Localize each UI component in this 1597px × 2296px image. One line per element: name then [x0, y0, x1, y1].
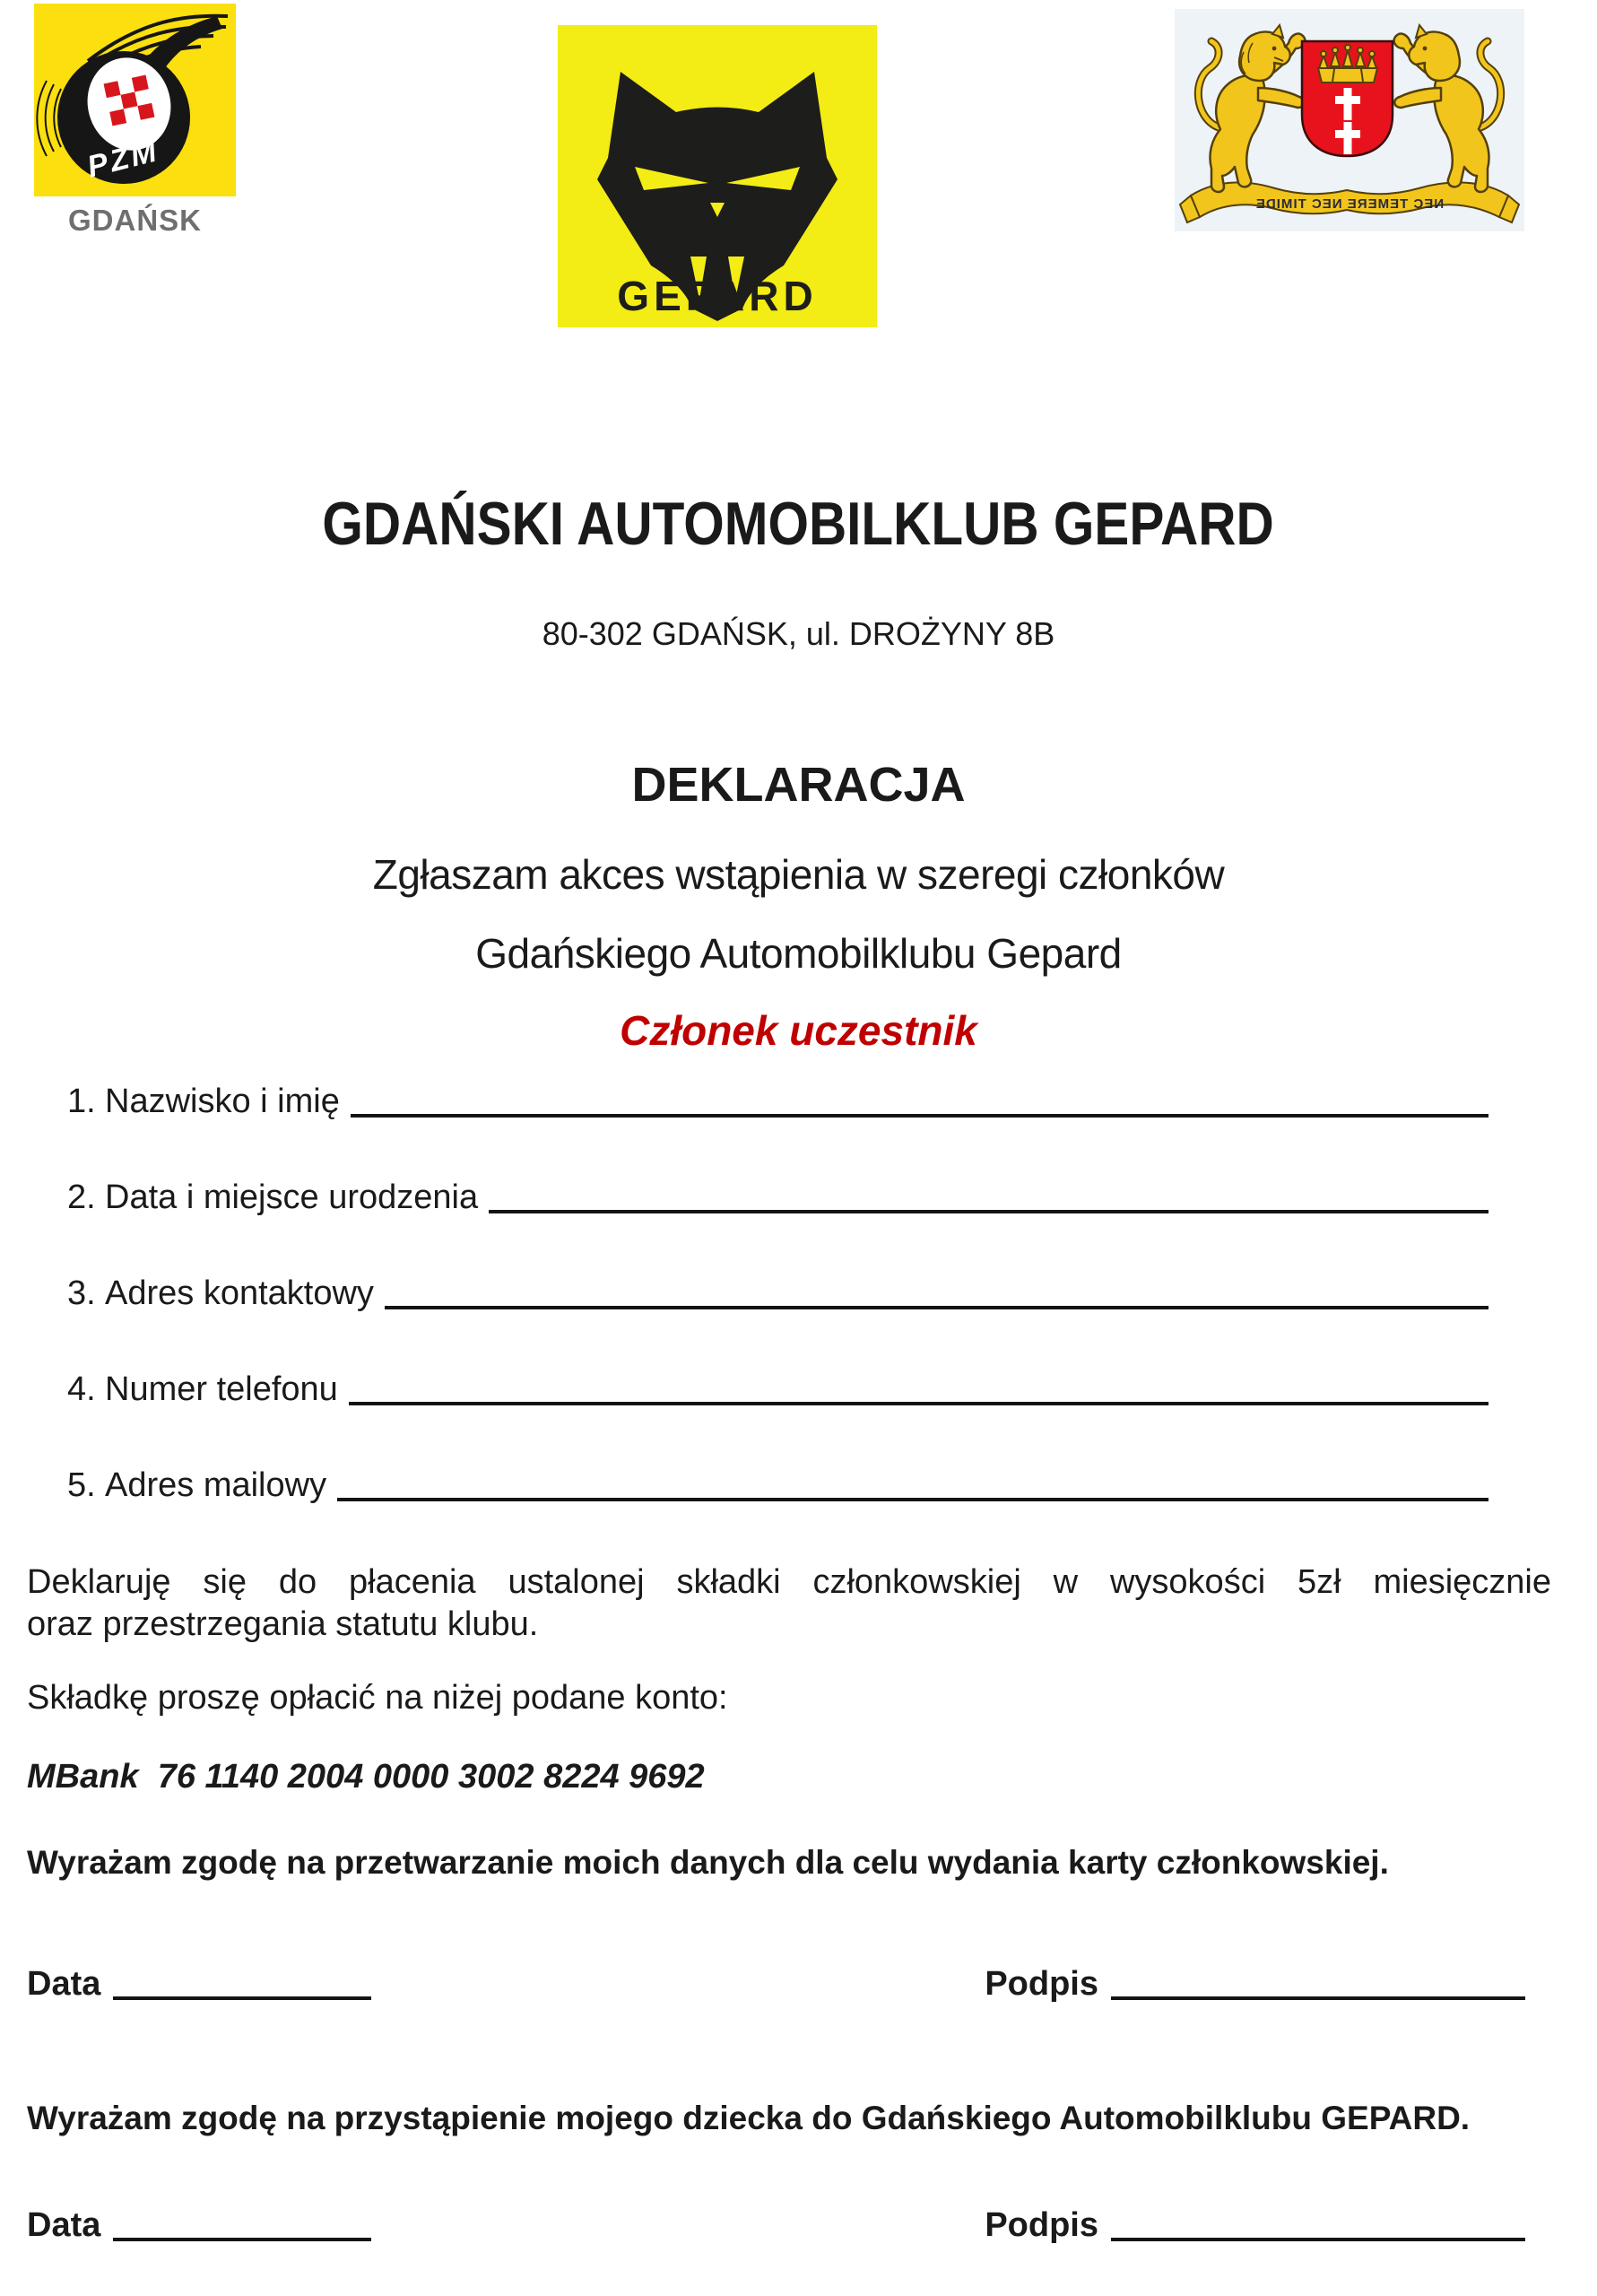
address-fill-line: [385, 1306, 1489, 1309]
field-label: Numer telefonu: [105, 1370, 338, 1408]
field-row-address: [27, 1274, 1570, 1313]
declaration-intro-line2: Gdańskiego Automobilklubu Gepard: [475, 930, 1122, 977]
date-label: Data: [27, 2206, 101, 2244]
signature-row-2: [27, 2205, 1570, 2245]
field-number: 4.: [67, 1370, 96, 1408]
field-row-name: [27, 1082, 1570, 1121]
gepard-wordmark: GEPARD: [617, 273, 818, 319]
field-label: Nazwisko i imię: [105, 1083, 340, 1120]
name-fill-line: [351, 1114, 1489, 1118]
consent-child: Wyrażam zgodę na przystąpienie mojego dziecka do Gdańskiego Automobilklubu GEPARD.: [27, 2100, 1471, 2136]
field-label: Adres kontaktowy: [105, 1274, 374, 1312]
gdansk-coat-of-arms: [1175, 9, 1524, 240]
club-address: 80-302 GDAŃSK, ul. DROŻYNY 8B: [542, 615, 1055, 652]
email-fill-line: [337, 1498, 1489, 1501]
birth-fill-line: [489, 1210, 1489, 1213]
signature-fill-line: [1111, 1996, 1525, 2000]
bank-account-number: MBank 76 1140 2004 0000 3002 8224 9692: [27, 1758, 705, 1796]
declaration-heading: DEKLARACJA: [631, 758, 966, 812]
form-fields: [27, 1082, 1570, 1505]
field-row-phone: [27, 1370, 1570, 1409]
page-title: [27, 491, 1570, 556]
fee-paragraph-line2: oraz przestrzegania statutu klubu.: [27, 1605, 539, 1643]
date-fill-line: [113, 1996, 371, 2000]
fee-paragraph-line1: Deklaruję się do płacenia ustalonej składki członkowskiej w wysokości 5zł miesięcznie: [27, 1563, 1551, 1601]
logo-header: [27, 0, 1570, 341]
club-name-text: GDAŃSKI AUTOMOBILKLUB GEPARD: [322, 490, 1275, 558]
date-label: Data: [27, 1965, 101, 2003]
crest-motto: NEC TEMERE NEC TIMIDE: [1254, 196, 1445, 212]
field-number: 3.: [67, 1274, 96, 1312]
field-label: Adres mailowy: [105, 1466, 327, 1504]
signature-label: Podpis: [985, 2206, 1098, 2244]
signature-row-1: [27, 1964, 1570, 2004]
phone-fill-line: [349, 1402, 1489, 1405]
field-number: 1.: [67, 1083, 96, 1120]
account-intro: Składkę proszę opłacić na niżej podane konto:: [27, 1679, 728, 1717]
gepard-club-logo: [558, 25, 877, 336]
pzm-emblem-icon: [34, 4, 236, 196]
declaration-intro-line1: Zgłaszam akces wstąpienia w szeregi członków: [372, 851, 1225, 898]
date-fill-line: [113, 2238, 371, 2241]
field-number: 2.: [67, 1178, 96, 1216]
field-row-birth: [27, 1178, 1570, 1217]
pzm-wordmark: PZM: [83, 134, 163, 185]
signature-label: Podpis: [985, 1965, 1098, 2003]
consent-personal-data: Wyrażam zgodę na przetwarzanie moich danych dla celu wydania karty członkowskiej.: [27, 1844, 1389, 1881]
member-type-label: Członek uczestnik: [620, 1007, 977, 1054]
gdansk-crest-icon: [1175, 9, 1524, 231]
gepard-cat-icon: [558, 25, 877, 327]
fee-paragraph: [27, 1561, 1551, 1646]
signature-fill-line: [1111, 2238, 1525, 2241]
field-row-email: [27, 1465, 1570, 1505]
pzm-caption: GDAŃSK: [67, 204, 202, 237]
field-number: 5.: [67, 1466, 96, 1504]
pzm-gdansk-logo: [34, 4, 236, 238]
field-label: Data i miejsce urodzenia: [105, 1178, 479, 1216]
